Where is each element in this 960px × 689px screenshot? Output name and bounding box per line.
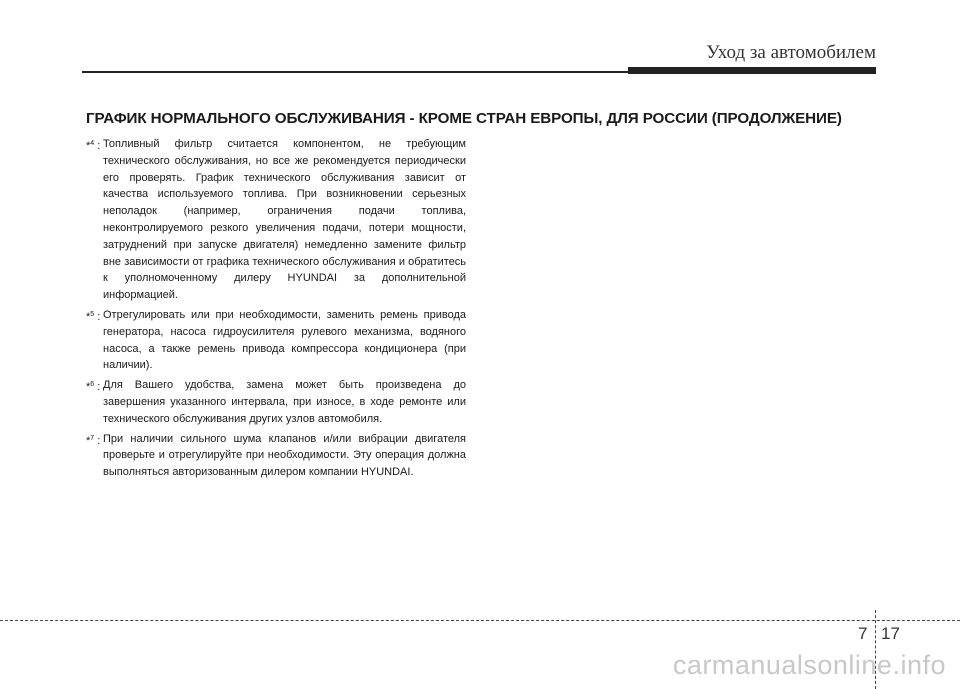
- footnote-marker: *$^5$ :: [86, 310, 104, 323]
- footnote-text: Для Вашего удобства, замена может быть произведена до завершения указанного интервала, при износе, в ходе ремонте или технического обслуживания других узлов автомобиля.: [103, 379, 466, 425]
- header-rule-accent: [628, 67, 876, 74]
- footnotes: [86, 136, 466, 484]
- footnote-marker: *$^4$ :: [86, 140, 104, 152]
- section-title: ГРАФИК НОРМАЛЬНОГО ОБСЛУЖИВАНИЯ - КРОМЕ СТРАН ЕВРОПЫ, ДЛЯ РОССИИ (ПРОДОЛЖЕНИЕ): [86, 110, 842, 127]
- footnote: [86, 307, 466, 374]
- footnote: [86, 136, 466, 304]
- footnote-marker: *$^7$ :: [86, 434, 104, 447]
- chapter-number: 7: [858, 624, 868, 643]
- footnote-text: Отрегулировать или при необходимости, заменить ремень привода генератора, насоса гидроусилителя рулевого механизма, водяного насоса, а также ремень привода компрессора кондиционера (при наличии).: [103, 308, 466, 372]
- footnote-text: Топливный фильтр считается компонентом, не требующим технического обслуживания, но все же рекомендуется периодически его проверять. График технического обслуживания зависит от качества используемого топлива. При возникновении серьезных неполадок (например, ограничения подачи топлива, неконтролируемого резкого увеличения подачи, потери мощности, затруднений при запуске двигателя) немедленно замените фильтр вне зависимости от графика технического обслуживания и обратитесь к уполномоченному дилеру HYUNDAI за дополнительной информацией.: [103, 138, 466, 302]
- page-number: 17: [881, 624, 900, 643]
- footer-divider: [0, 620, 960, 621]
- footnote: [86, 377, 466, 427]
- footnote: [86, 431, 466, 481]
- footnote-text: При наличии сильного шума клапанов и/или вибрации двигателя проверьте и отрегулируйте при необходимости. Эту операция должна выполняться авторизованным дилером компании HYUNDAI.: [103, 432, 466, 479]
- header-rule: [82, 71, 628, 73]
- footnote-marker: *$^6$ :: [86, 381, 104, 394]
- chapter-title: Уход за автомобилем: [706, 42, 876, 63]
- watermark: carmanualsonline.info: [672, 650, 946, 680]
